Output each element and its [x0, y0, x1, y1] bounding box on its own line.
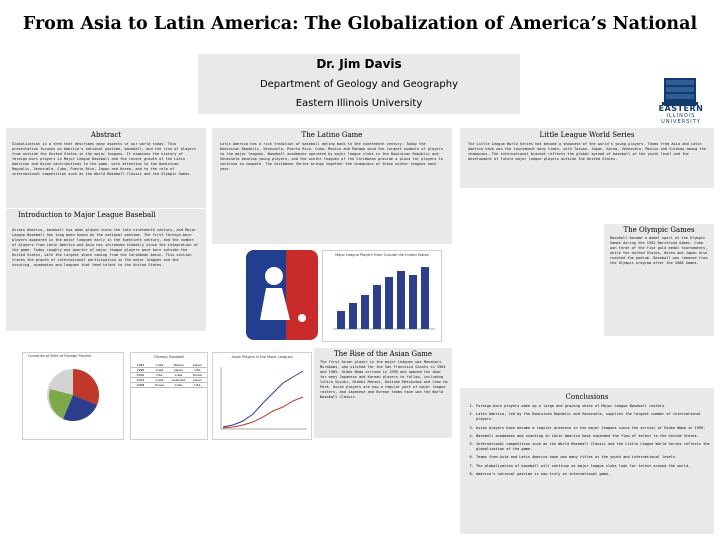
- conclusion-item: 2. Latin America, led by the Dominican Republic and Venezuela, supplies the largest number of international players.: [476, 412, 710, 422]
- logo-subtext: ILLINOIS UNIVERSITY: [661, 113, 701, 125]
- mlb-logo-graphic: [246, 250, 318, 340]
- mlb-players-chart: [322, 250, 442, 342]
- conclusion-item: 1. Foreign-born players make up a large and growing share of Major League Baseball rosters.: [476, 404, 710, 409]
- university-name: Eastern Illinois University: [295, 98, 423, 109]
- medal-table-rows: [131, 363, 207, 388]
- medal-table-figure: [130, 352, 208, 440]
- table-cell: Australia: [171, 378, 186, 382]
- table-cell: Japan: [193, 363, 202, 367]
- pie-chart: [23, 353, 123, 439]
- intro-heading: Introduction to Major League Baseball: [18, 211, 156, 219]
- poster-title: From Asia to Latin America: The Globalization of America’s National: [22, 14, 698, 34]
- table-cell: Korea: [193, 373, 202, 377]
- littleleague-body: The Little League World Series has become a showcase of the world's young players. Teams from Asia and Latin America have won the tournament many times, with Taiwan, Japan, Korea, Venezuela, Mexico and Curacao among the champions. The international bracket reflects the global spread of baseball at the youth level and the development of future major league players outside the United States.: [468, 142, 706, 161]
- table-cell: Cuba: [174, 373, 183, 377]
- conclusions-list-wrap: [466, 404, 710, 532]
- pie-chart-caption: Countries of Birth of Foreign Players: [28, 354, 92, 358]
- medal-table-heading: Olympic Baseball: [153, 355, 185, 359]
- olympic-body: Baseball became a medal sport at the Olympic Games during the 1992 Barcelona Games. Cuba won three of the five gold medal tournaments, while the United States, Korea and Japan also reached the podium. Baseball was removed from the Olympic program after the 2008 Games.: [610, 236, 708, 265]
- table-cell: 2004: [136, 378, 145, 382]
- asian-players-line-chart: [212, 352, 312, 440]
- latino-heading: The Latino Game: [301, 131, 363, 139]
- table-cell: Korea: [155, 383, 164, 387]
- rise-heading: The Rise of the Asian Game: [333, 350, 433, 358]
- logo-wordmark: EASTERN: [658, 104, 704, 113]
- table-cell: Japan: [193, 378, 202, 382]
- littleleague-heading: Little League World Series: [539, 131, 635, 139]
- table-cell: Japan: [174, 368, 183, 372]
- intro-body: Across America, baseball has been played since the late nineteenth century, and Major League Baseball has long been known as the national pastime. The first foreign-born players appeared in the major leagues early in the twentieth century, and the number of players from Latin America and Asia has increased steadily since the integration of the game. Today roughly one quarter of major league players were born outside the United States, with the largest share coming from the Caribbean basin. This section traces the growth of international participation in the major leagues and the scouting, academies and leagues that feed talent to the United States.: [12, 228, 199, 267]
- conclusion-item: 3. Asian players have become a regular presence in the major leagues since the arrival of Hideo Nomo in 1995.: [476, 426, 710, 431]
- table-cell: 1992: [136, 363, 145, 367]
- conclusion-item: 7. The globalization of baseball will continue as major league clubs look for talent around the world.: [476, 464, 710, 469]
- table-cell: Cuba: [155, 368, 164, 372]
- olympic-heading: The Olympic Games: [623, 226, 695, 234]
- mlb-chart-bars: [323, 257, 441, 337]
- table-row: [131, 383, 207, 388]
- line-chart-title: Asian Players in the Major Leagues: [231, 355, 293, 359]
- table-cell: USA: [194, 383, 201, 387]
- conclusion-item: 8. America’s national pastime is now truly an international game.: [476, 472, 710, 477]
- pie-chart-figure: [22, 352, 124, 440]
- conclusions-list: [466, 404, 710, 477]
- table-cell: USA: [156, 373, 163, 377]
- mlb-chart-title: Major League Players From Outside the United States: [335, 253, 429, 257]
- abstract-body: Globalization is a term that describes many aspects of our world today. This presentation focuses on America's national pastime, baseball, and the rise of players from outside the United States in the major leagues. It examines the history of foreign-born players in Major League Baseball and the recent growth of the Latin American and Asian contributions to the game, with attention to the Dominican Republic, Venezuela, Cuba, Puerto Rico, Japan and Korea, and to the role of international competition such as the World Baseball Classic and the Olympic Games.: [12, 142, 196, 176]
- author-name: Dr. Jim Davis: [316, 57, 402, 71]
- abstract-heading: Abstract: [90, 131, 122, 139]
- table-cell: 2000: [136, 373, 145, 377]
- table-cell: USA: [194, 368, 201, 372]
- table-cell: 2008: [136, 383, 145, 387]
- table-cell: Cuba: [174, 383, 183, 387]
- table-cell: Cuba: [155, 378, 164, 382]
- table-cell: Cuba: [155, 363, 164, 367]
- rise-body: The first Asian player in the major leagues was Masanori Murakami, who pitched for the San Francisco Giants in 1964 and 1965. Hideo Nomo arrived in 1995 and opened the door for many Japanese and Korean players to follow, including Ichiro Suzuki, Hideki Matsui, Daisuke Matsuzaka and Chan Ho Park. Asian players are now a regular part of major league rosters, and Japanese and Korean teams have won the World Baseball Classic.: [320, 360, 448, 399]
- conclusions-heading: Conclusions: [565, 393, 609, 401]
- conclusion-item: 5. International competition such as the World Baseball Classic and the Little League World Series reflects the globalization of the game.: [476, 442, 710, 452]
- department-name: Department of Geology and Geography: [259, 79, 459, 90]
- latino-body: Latin America has a rich tradition of baseball dating back to the nineteenth century. Today the Dominican Republic, Venezuela, Puerto Rico, Cuba, Mexico and Panama send the largest numbers of players to the major leagues. Baseball academies operated by major league clubs in the Dominican Republic and Venezuela develop young players, and the winter leagues of the Caribbean provide a place for players to continue to compete. The Caribbean Series brings together the champions of these winter leagues each year.: [220, 142, 443, 171]
- table-cell: Taiwan: [173, 363, 184, 367]
- conclusion-item: 6. Teams from Asia and Latin America have won many titles at the youth and international levels.: [476, 455, 710, 460]
- line-chart-plot: [213, 359, 311, 435]
- conclusion-item: 4. Baseball academies and scouting in Latin America have expanded the flow of talent to the United States.: [476, 434, 710, 439]
- table-cell: 1996: [136, 368, 145, 372]
